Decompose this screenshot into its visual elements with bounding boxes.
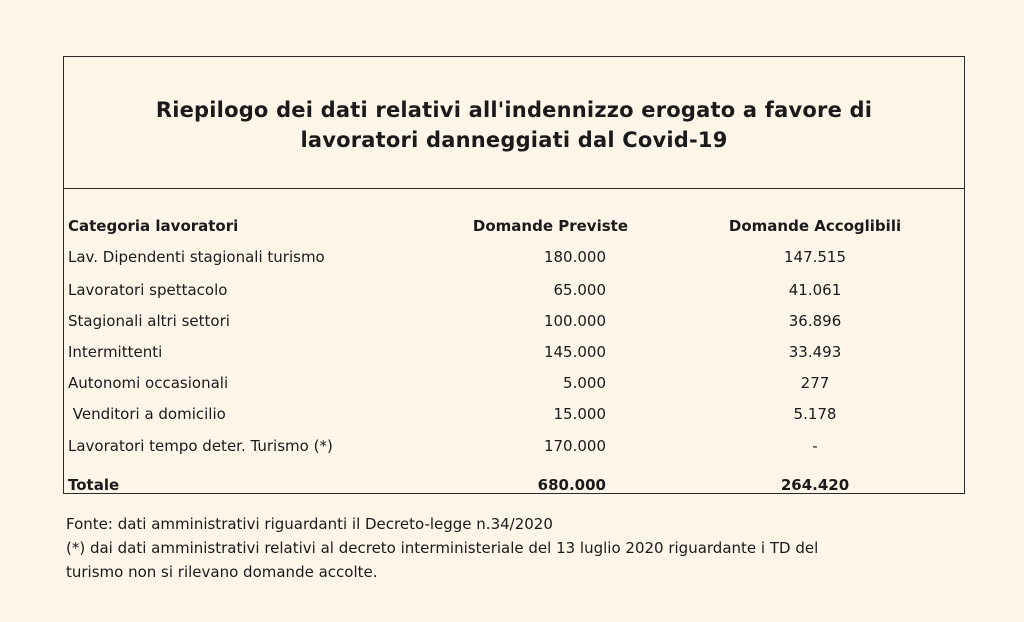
table-row (64, 368, 964, 398)
cell-categoria: Intermittenti (68, 343, 163, 361)
cell-previste: 145.000 (543, 343, 606, 361)
cell-previste: 180.000 (543, 248, 606, 266)
cell-accoglibili: - (812, 437, 818, 455)
title-line-1: Riepilogo dei dati relativi all'indennizzo erogato a favore di (155, 97, 873, 122)
asterisk-note-line-1: (*) dai dati amministrativi relativi al decreto interministeriale del 13 luglio 2020 riguardante i TD del (66, 539, 819, 557)
cell-accoglibili: 33.493 (788, 343, 842, 361)
summary-table-frame (63, 56, 965, 494)
table-header-row (64, 211, 964, 241)
total-label: Totale (68, 476, 120, 494)
source-note: Fonte: dati amministrativi riguardanti il Decreto-legge n.34/2020 (66, 515, 553, 533)
header-accoglibili: Domande Accoglibili (728, 217, 902, 235)
cell-previste: 5.000 (563, 374, 606, 392)
total-accoglibili: 264.420 (780, 476, 850, 494)
cell-categoria: Autonomi occasionali (68, 374, 229, 392)
cell-previste: 65.000 (553, 281, 606, 299)
table-row (64, 306, 964, 336)
cell-categoria: Lav. Dipendenti stagionali turismo (68, 248, 325, 266)
cell-accoglibili: 36.896 (788, 312, 842, 330)
table-row (64, 399, 964, 429)
cell-categoria: Lavoratori spettacolo (68, 281, 228, 299)
header-categoria: Categoria lavoratori (68, 217, 239, 235)
cell-accoglibili: 147.515 (783, 248, 847, 266)
table-title (156, 91, 872, 155)
table-row (64, 337, 964, 367)
title-area (64, 57, 964, 189)
cell-categoria: Stagionali altri settori (68, 312, 230, 330)
asterisk-note-line-2: turismo non si rilevano domande accolte. (66, 563, 378, 581)
total-previste: 680.000 (537, 476, 606, 494)
cell-accoglibili: 41.061 (788, 281, 842, 299)
cell-categoria: Venditori a domicilio (68, 405, 226, 423)
table-footnotes (66, 512, 818, 584)
cell-previste: 100.000 (543, 312, 606, 330)
table-row (64, 242, 964, 272)
cell-previste: 170.000 (543, 437, 606, 455)
cell-categoria: Lavoratori tempo deter. Turismo (*) (68, 437, 333, 455)
table-total-row (64, 470, 964, 500)
table-row (64, 275, 964, 305)
cell-accoglibili: 277 (800, 374, 830, 392)
title-line-2: lavoratori danneggiati dal Covid-19 (300, 127, 728, 152)
cell-accoglibili: 5.178 (793, 405, 837, 423)
table-row (64, 431, 964, 461)
header-previste: Domande Previste (472, 217, 628, 235)
cell-previste: 15.000 (553, 405, 606, 423)
